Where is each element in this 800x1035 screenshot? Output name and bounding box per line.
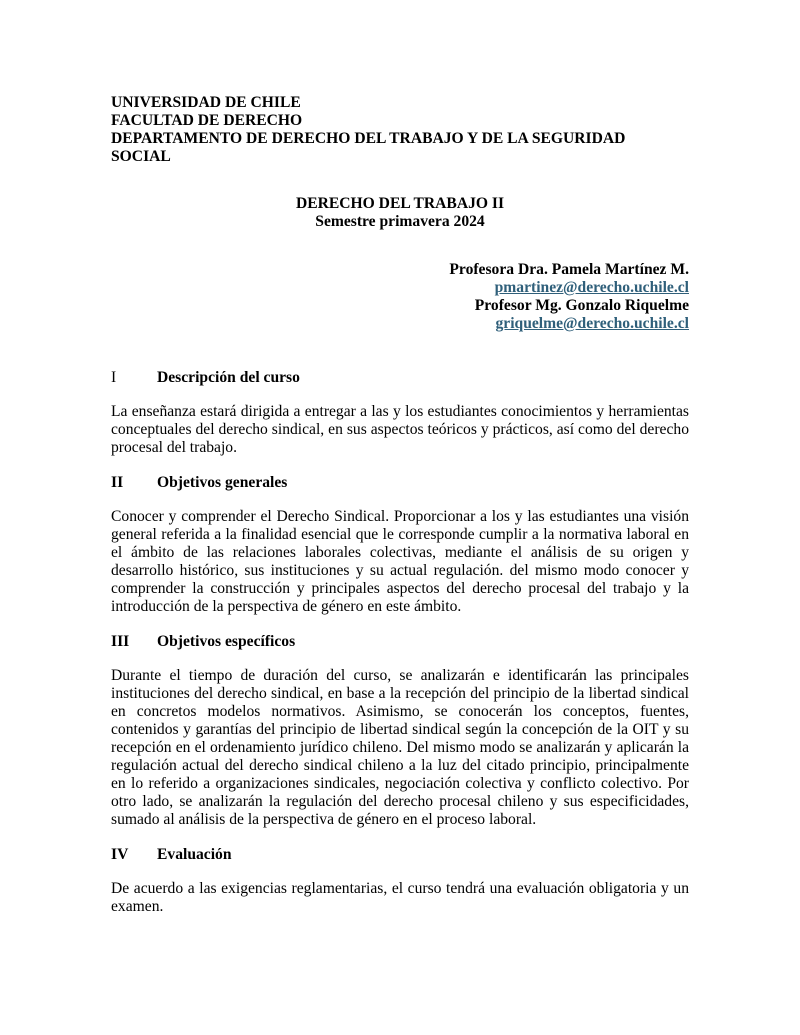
section-heading-general-objectives (111, 474, 689, 492)
section-number: III (111, 633, 130, 650)
section-text-general-objectives: Conocer y comprender el Derecho Sindical. Proporcionar a los y las estudiantes una visión general referida a la finalidad esencial que le corresponde cumplir a la normativa laboral en el ámbito de las relaciones laborales colectivas, mediante el análisis de su origen y desarrollo histórico, sus instituciones y su actual regulación. del mismo modo conocer y comprender la construcción y principales aspectos del derecho procesal del trabajo y la introducción de la perspectiva de género en este ámbito. (111, 508, 689, 615)
course-semester: Semestre primavera 2024 (315, 213, 485, 230)
course-title: DERECHO DEL TRABAJO II (295, 195, 505, 212)
professor-email-link-2[interactable]: griquelme@derecho.uchile.cl (495, 315, 689, 332)
professor-name-2: Profesor Mg. Gonzalo Riquelme (474, 297, 689, 314)
course-title-block (111, 195, 689, 231)
professor-email-link-1[interactable]: pmartinez@derecho.uchile.cl (494, 279, 689, 296)
institution-header (111, 94, 689, 166)
section-number: IV (111, 846, 129, 863)
department-name-line1: DEPARTAMENTO DE DERECHO DEL TRABAJO Y DE LA SEGURIDAD (111, 130, 626, 147)
section-title: Evaluación (157, 846, 232, 863)
section-title: Objetivos específicos (157, 633, 296, 650)
section-heading-specific-objectives (111, 633, 689, 651)
section-text-evaluation: De acuerdo a las exigencias reglamentarias, el curso tendrá una evaluación obligatoria y un examen. (111, 880, 689, 915)
section-heading-evaluation (111, 846, 689, 864)
section-text-description: La enseñanza estará dirigida a entregar a las y los estudiantes conocimientos y herramientas conceptuales del derecho sindical, en sus aspectos teóricos y prácticos, así como del derecho procesal del trabajo. (111, 403, 689, 456)
department-name-line2: SOCIAL (111, 148, 171, 165)
section-title: Objetivos generales (157, 474, 288, 491)
section-title: Descripción del curso (157, 369, 300, 386)
document-page (111, 94, 689, 916)
faculty-name: FACULTAD DE DERECHO (111, 112, 303, 129)
section-number: I (111, 369, 117, 386)
professors-block (111, 261, 689, 333)
section-heading-description (111, 369, 689, 387)
professor-name-1: Profesora Dra. Pamela Martínez M. (449, 261, 689, 278)
section-number: II (111, 474, 124, 491)
section-text-specific-objectives: Durante el tiempo de duración del curso, se analizarán e identificarán las principales instituciones del derecho sindical, en base a la recepción del principio de la libertad sindical en concretos modelos normativos. Asimismo, se conocerán los conceptos, fuentes, contenidos y garantías del principio de libertad sindical según la concepción de la OIT y su recepción en el ordenamiento jurídico chileno. Del mismo modo se analizarán y aplicarán la regulación actual del derecho sindical chileno a la luz del citado principio, principalmente en lo referido a organizaciones sindicales, negociación colectiva y conflicto colectivo. Por otro lado, se analizarán la regulación del derecho procesal chileno y sus especificidades, sumado al análisis de la perspectiva de género en el proceso laboral. (111, 667, 689, 828)
university-name: UNIVERSIDAD DE CHILE (111, 94, 301, 111)
